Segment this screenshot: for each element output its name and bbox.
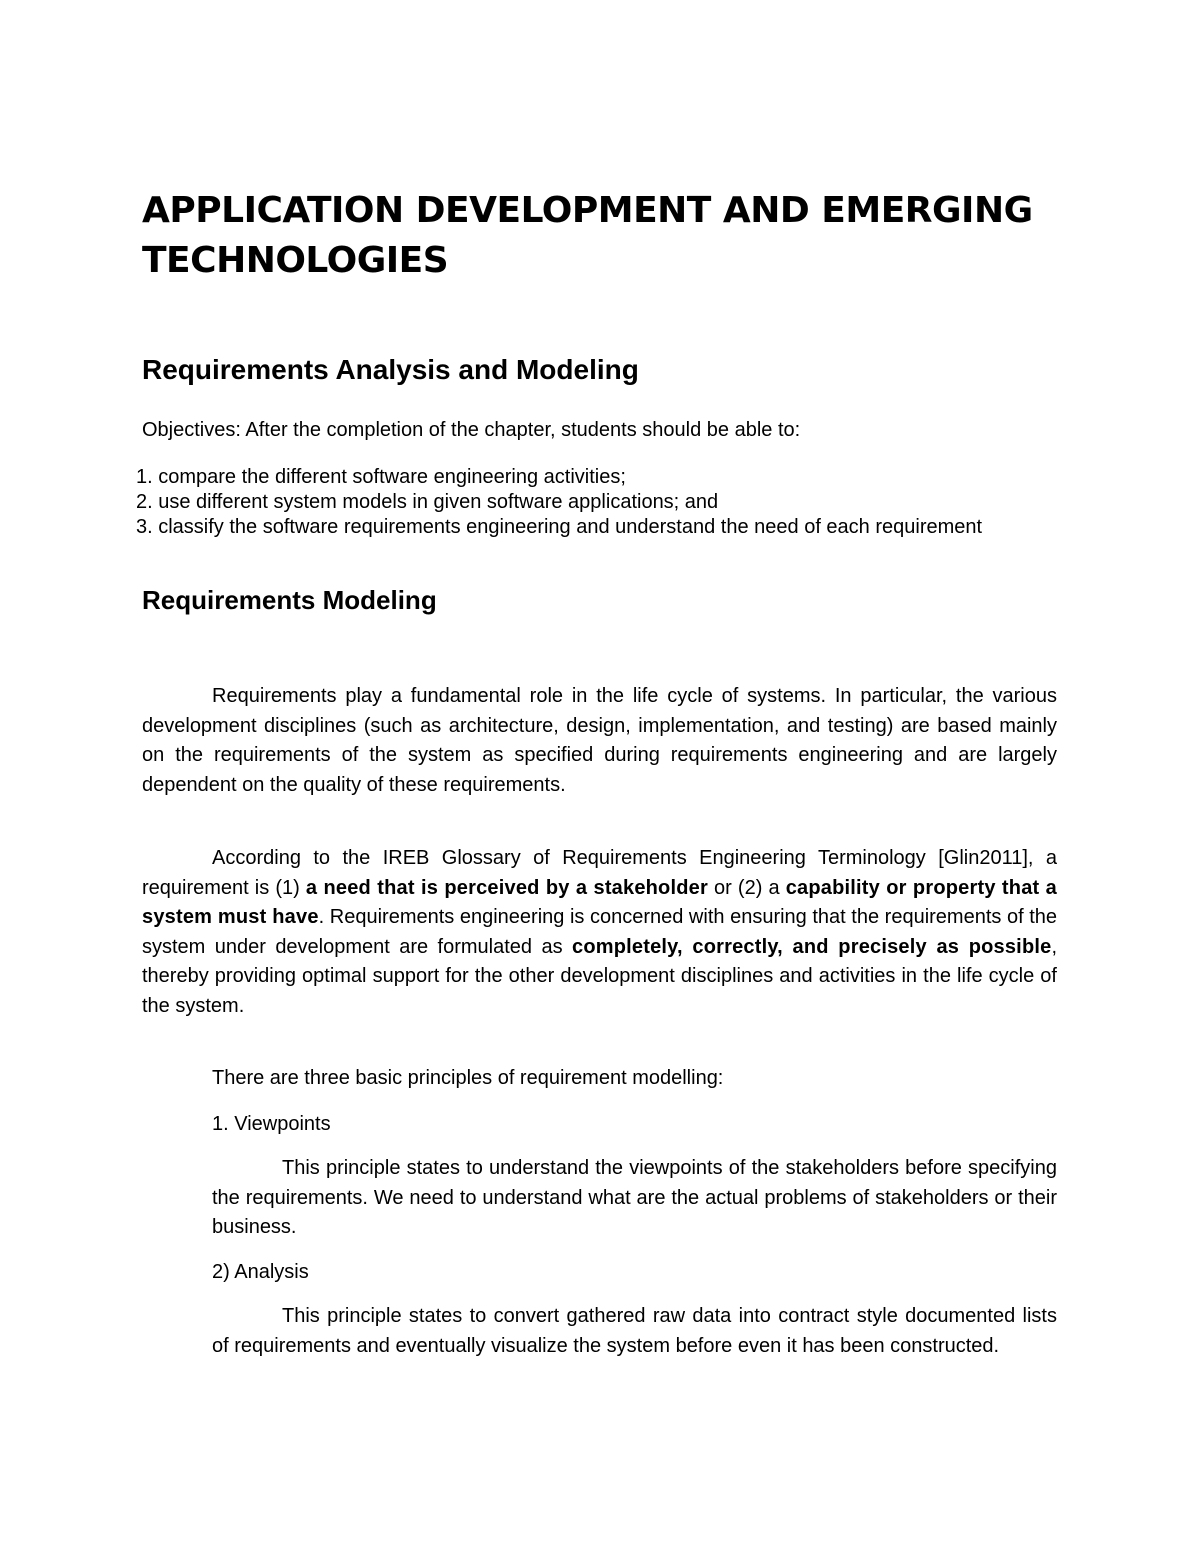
title-line-1: APPLICATION DEVELOPMENT AND EMERGING	[142, 190, 1033, 231]
paragraph-text: According to the IREB Glossary of Requirements Engineering Terminology [Glin2011], a requirement is (1)	[142, 847, 1057, 899]
list-item: 2. use different system models in given software applications; and	[136, 491, 719, 513]
principle-heading-viewpoints: 1. Viewpoints	[212, 1113, 331, 1135]
paragraph-text: . Requirements engineering is concerned with ensuring that the requirements of the system under development are formulated as	[142, 906, 1058, 958]
document-title	[142, 186, 1042, 286]
objectives-list	[136, 465, 1096, 540]
list-item: 3. classify the software requirements engineering and understand the need of each requirement	[136, 516, 983, 538]
principle-text-analysis: This principle states to convert gathered raw data into contract style documented lists of requirements and eventually visualize the system before even it has been constructed.	[212, 1305, 1057, 1357]
principle-heading-analysis: 2) Analysis	[212, 1261, 309, 1283]
principle-text-viewpoints: This principle states to understand the viewpoints of the stakeholders before specifying the requirements. We need to understand what are the actual problems of stakeholders or their business.	[212, 1157, 1057, 1238]
emphasis-text: capability or property that a system must have	[142, 876, 1058, 928]
paragraph-ireb-definition	[142, 844, 1057, 1021]
paragraph-text: or (2) a	[707, 876, 786, 899]
section-heading: Requirements Analysis and Modeling	[142, 354, 639, 385]
principles-intro: There are three basic principles of requirement modelling:	[212, 1067, 724, 1089]
paragraph-text: , thereby providing optimal support for the other development disciplines and activities in the life cycle of the system.	[142, 935, 1057, 1017]
title-line-2: TECHNOLOGIES	[142, 240, 449, 281]
objectives-intro: Objectives: After the completion of the chapter, students should be able to:	[142, 419, 801, 441]
paragraph-requirements-role: Requirements play a fundamental role in the life cycle of systems. In particular, the various development disciplines (such as architecture, design, implementation, and testing) are based mainly on the requirements of the system as specified during requirements engineering and are largely dependent on the quality of these requirements.	[142, 685, 1057, 796]
emphasis-text: a need that is perceived by a stakeholder	[305, 876, 708, 899]
emphasis-text: completely, correctly, and precisely as possible	[572, 935, 1052, 958]
subsection-heading: Requirements Modeling	[142, 585, 437, 615]
list-item: 1. compare the different software engineering activities;	[136, 466, 626, 488]
